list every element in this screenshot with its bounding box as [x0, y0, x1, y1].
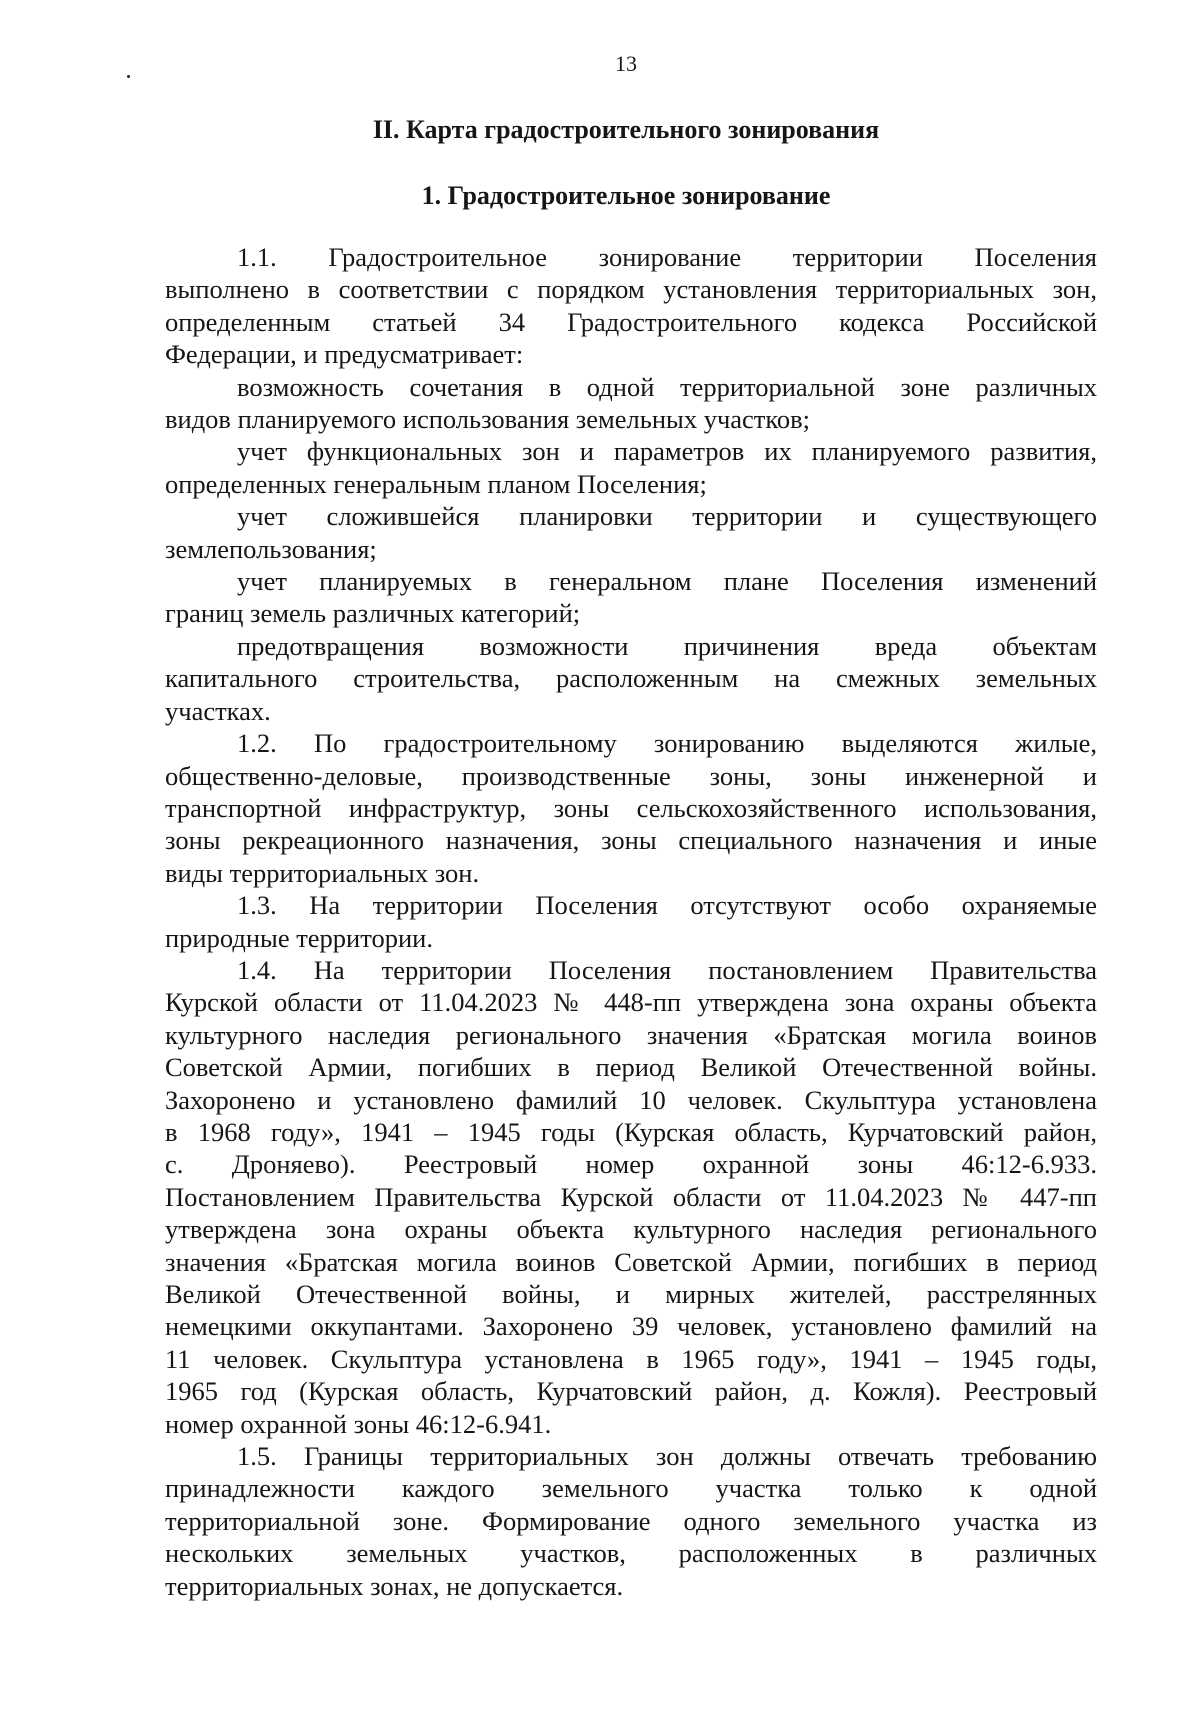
- text-line: определенным статьей 34 Градостроительного кодекса Российской: [165, 306, 1097, 337]
- text-line: общественно-деловые, производственные зоны, зоны инженерной и: [165, 760, 1097, 791]
- text-line: нескольких земельных участков, расположенных в различных: [165, 1538, 1097, 1569]
- paragraph: [165, 954, 1097, 1440]
- text-line: Курской области от 11.04.2023 № 448-пп утверждена зона охраны объекта: [165, 987, 1097, 1018]
- text-line: Великой Отечественной войны, и мирных жителей, расстрелянных: [165, 1279, 1097, 1309]
- text-line: с. Дроняево). Реестровый номер охранной зоны 46:12-6.933.: [165, 1149, 1097, 1180]
- text-line: 1965 год (Курская область, Курчатовский район, д. Кожля). Реестровый: [165, 1376, 1097, 1407]
- text-line: зоны рекреационного назначения, зоны специального назначения и иные: [165, 825, 1097, 856]
- text-line: территориальных зонах, не допускается.: [165, 1570, 624, 1601]
- text-line: Федерации, и предусматривает:: [165, 339, 524, 370]
- text-line: территориальной зоне. Формирование одного земельного участка из: [165, 1505, 1097, 1536]
- paragraph: [165, 435, 1097, 500]
- text-line: утверждена зона охраны объекта культурного наследия регионального: [165, 1214, 1097, 1245]
- text-line: 1.1. Градостроительное зонирование территории Поселения: [237, 242, 1097, 272]
- text-line: границ земель различных категорий;: [165, 598, 581, 629]
- text-line: номер охранной зоны 46:12-6.941.: [165, 1408, 552, 1439]
- paragraph: [165, 500, 1097, 565]
- text-line: культурного наследия регионального значения «Братская могила воинов: [165, 1019, 1097, 1050]
- paragraph: [165, 889, 1097, 954]
- paragraph: [165, 371, 1097, 436]
- section-title: II. Карта градостроительного зонирования: [372, 115, 880, 144]
- text-line: учет планируемых в генеральном плане Поселения изменений: [237, 566, 1097, 597]
- text-line: 1.3. На территории Поселения отсутствуют особо охраняемые: [237, 890, 1097, 921]
- text-line: учет функциональных зон и параметров их планируемого развития,: [237, 436, 1097, 467]
- text-line: Постановлением Правительства Курской области от 11.04.2023 № 447-пп: [165, 1181, 1097, 1212]
- paragraph: [165, 241, 1097, 371]
- text-line: немецкими оккупантами. Захоронено 39 человек, установлено фамилий на: [165, 1311, 1097, 1342]
- text-line: 1.2. По градостроительному зонированию выделяются жилые,: [237, 728, 1097, 759]
- text-line: участках.: [165, 695, 271, 726]
- text-line: в 1968 году», 1941 – 1945 годы (Курская область, Курчатовский район,: [165, 1116, 1097, 1147]
- text-line: природные территории.: [165, 922, 433, 953]
- paragraph: [165, 565, 1097, 630]
- text-line: капитального строительства, расположенным на смежных земельных: [165, 663, 1097, 694]
- text-line: видов планируемого использования земельных участков;: [165, 404, 811, 435]
- page-number: 13: [615, 51, 637, 76]
- text-line: виды территориальных зон.: [165, 857, 480, 888]
- text-line: 11 человек. Скульптура установлена в 1965 году», 1941 – 1945 годы,: [165, 1343, 1097, 1374]
- text-line: определенных генеральным планом Поселения;: [165, 468, 707, 499]
- text-line: учет сложившейся планировки территории и существующего: [237, 501, 1097, 532]
- text-line: принадлежности каждого земельного участка только к одной: [165, 1473, 1097, 1504]
- text-line: 1.5. Границы территориальных зон должны отвечать требованию: [237, 1441, 1097, 1472]
- document-body: [165, 241, 1097, 1602]
- text-line: транспортной инфраструктур, зоны сельскохозяйственного использования,: [165, 792, 1097, 823]
- paragraph: [165, 1440, 1097, 1602]
- subsection-title: 1. Градостроительное зонирование: [421, 181, 831, 210]
- text-line: возможность сочетания в одной территориальной зоне различных: [237, 371, 1097, 402]
- paragraph: [165, 727, 1097, 889]
- text-line: предотвращения возможности причинения вреда объектам: [237, 630, 1097, 661]
- text-line: 1.4. На территории Поселения постановлением Правительства: [237, 954, 1097, 985]
- text-line: значения «Братская могила воинов Советской Армии, погибших в период: [165, 1246, 1097, 1277]
- text-line: выполнено в соответствии с порядком установления территориальных зон,: [165, 274, 1097, 305]
- text-line: Захоронено и установлено фамилий 10 человек. Скульптура установлена: [165, 1084, 1097, 1115]
- text-line: Советской Армии, погибших в период Великой Отечественной войны.: [165, 1052, 1097, 1083]
- paragraph: [165, 630, 1097, 727]
- text-line: землепользования;: [165, 533, 377, 564]
